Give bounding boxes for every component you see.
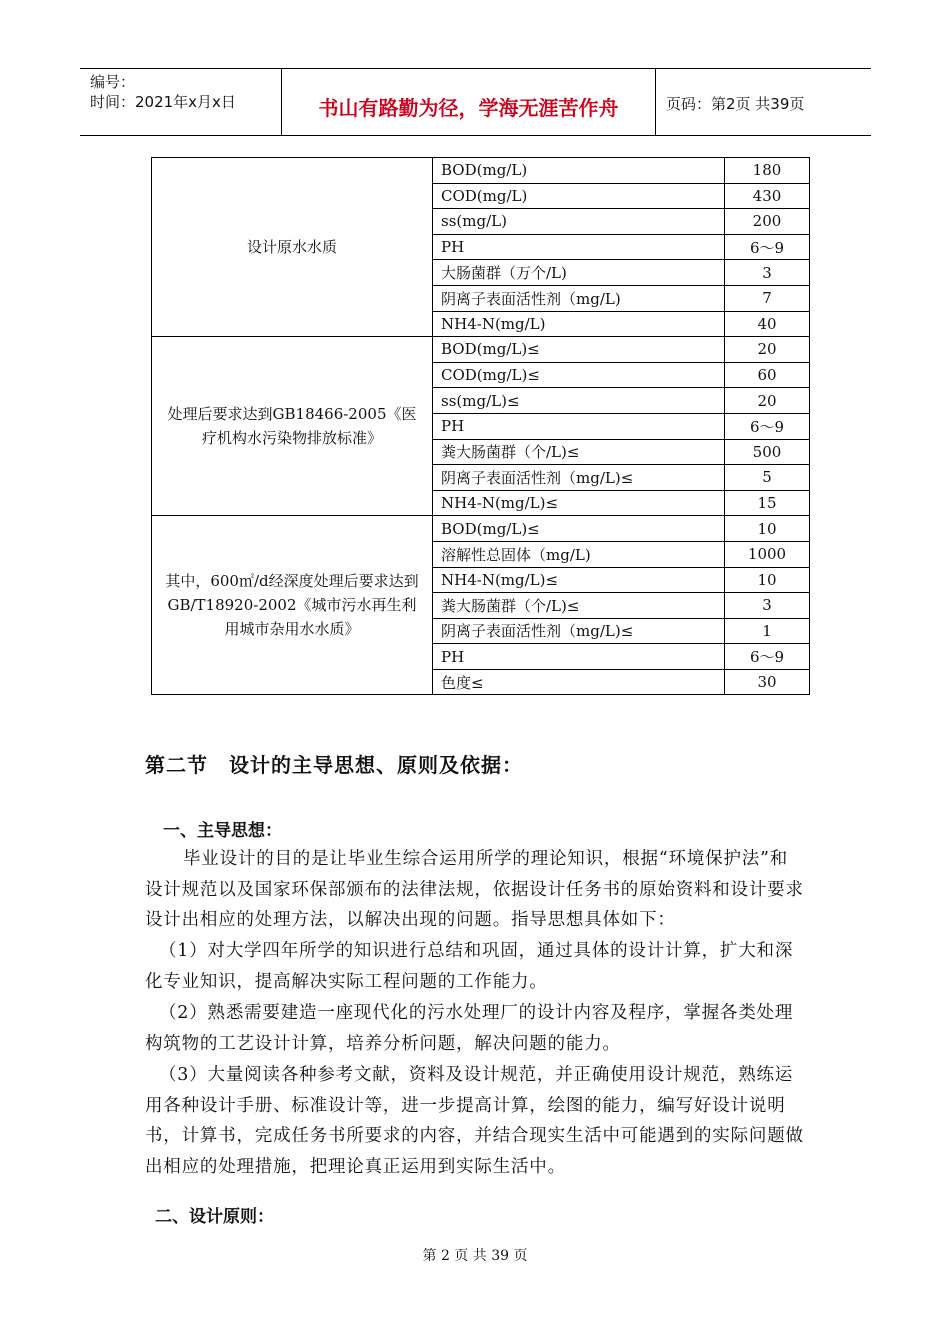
header-meta: [90, 72, 236, 112]
paragraph: （3）大量阅读各种参考文献，资料及设计规范，并正确使用设计规范，熟练运用各种设计手册、标准设计等，进一步提高计算，绘图的能力，编写好设计说明书，计算书，完成任务书所要求的内容，并结合现实生活中可能遇到的实际问题做出相应的处理措施，把理论真正运用到实际生活中。: [145, 1065, 804, 1177]
value-cell: 200: [725, 209, 810, 235]
time-label: 时间：2021年x月x日: [90, 93, 236, 111]
group-label: 处理后要求达到GB18466-2005《医疗机构水污染物排放标准》: [152, 337, 433, 516]
value-cell: 180: [725, 158, 810, 184]
value-cell: 15: [725, 490, 810, 516]
param-cell: PH: [433, 413, 725, 439]
param-cell: 粪大肠菌群（个/L)≤: [433, 593, 725, 619]
value-cell: 60: [725, 362, 810, 388]
param-cell: BOD(mg/L): [433, 158, 725, 184]
header-top-rule: [80, 68, 871, 69]
param-cell: 色度≤: [433, 669, 725, 695]
param-cell: PH: [433, 234, 725, 260]
param-cell: BOD(mg/L)≤: [433, 337, 725, 363]
header-motto: 书山有路勤为径，学海无涯苦作舟: [318, 96, 619, 120]
value-cell: 430: [725, 183, 810, 209]
subheading-guiding-idea: 一、主导思想：: [163, 821, 282, 841]
header-page-info: 页码：第2页 共39页: [666, 95, 805, 113]
group-label: 设计原水水质: [152, 158, 433, 337]
param-cell: NH4-N(mg/L)≤: [433, 567, 725, 593]
param-cell: COD(mg/L)≤: [433, 362, 725, 388]
value-cell: 20: [725, 337, 810, 363]
group-label: 其中，600㎡/d经深度处理后要求达到GB/T18920-2002《城市污水再生利用城市杂用水水质》: [152, 516, 433, 695]
param-cell: PH: [433, 644, 725, 670]
page-footer: 第 2 页 共 39 页: [422, 1248, 528, 1264]
water-quality-table: [151, 157, 810, 695]
param-cell: NH4-N(mg/L): [433, 311, 725, 337]
param-cell: 阴离子表面活性剂（mg/L): [433, 285, 725, 311]
section-title: 第二节 设计的主导思想、原则及依据：: [145, 753, 523, 777]
value-cell: 1000: [725, 541, 810, 567]
value-cell: 3: [725, 593, 810, 619]
param-cell: 阴离子表面活性剂（mg/L)≤: [433, 465, 725, 491]
value-cell: 500: [725, 439, 810, 465]
param-cell: 阴离子表面活性剂（mg/L)≤: [433, 618, 725, 644]
header-bottom-rule: [80, 135, 871, 136]
value-cell: 40: [725, 311, 810, 337]
value-cell: 5: [725, 465, 810, 491]
value-cell: 7: [725, 285, 810, 311]
value-cell: 10: [725, 516, 810, 542]
param-cell: ss(mg/L): [433, 209, 725, 235]
value-cell: 6～9: [725, 413, 810, 439]
value-cell: 1: [725, 618, 810, 644]
paragraph: （2）熟悉需要建造一座现代化的污水处理厂的设计内容及程序，掌握各类处理构筑物的工艺设计计算，培养分析问题，解决问题的能力。: [145, 1003, 794, 1054]
paragraph: 毕业设计的目的是让毕业生综合运用所学的理论知识，根据“环境保护法”和设计规范以及国家环保部颁布的法律法规，依据设计任务书的原始资料和设计要求设计出相应的处理方法，以解决出现的问题。指导思想具体如下：: [145, 849, 804, 930]
param-cell: ss(mg/L)≤: [433, 388, 725, 414]
number-label: 编号：: [90, 73, 136, 91]
value-cell: 6～9: [725, 234, 810, 260]
subheading-design-principles: 二、设计原则：: [155, 1207, 274, 1227]
header-divider-right: [655, 68, 656, 136]
table-row: [152, 516, 810, 542]
paragraph: （1）对大学四年所学的知识进行总结和巩固，通过具体的设计计算，扩大和深化专业知识，提高解决实际工程问题的工作能力。: [145, 941, 794, 992]
param-cell: 大肠菌群（万个/L): [433, 260, 725, 286]
value-cell: 3: [725, 260, 810, 286]
value-cell: 30: [725, 669, 810, 695]
table-row: [152, 337, 810, 363]
param-cell: BOD(mg/L)≤: [433, 516, 725, 542]
param-cell: 粪大肠菌群（个/L)≤: [433, 439, 725, 465]
value-cell: 10: [725, 567, 810, 593]
value-cell: 6～9: [725, 644, 810, 670]
param-cell: 溶解性总固体（mg/L): [433, 541, 725, 567]
table-row: [152, 158, 810, 184]
param-cell: COD(mg/L): [433, 183, 725, 209]
value-cell: 20: [725, 388, 810, 414]
param-cell: NH4-N(mg/L)≤: [433, 490, 725, 516]
